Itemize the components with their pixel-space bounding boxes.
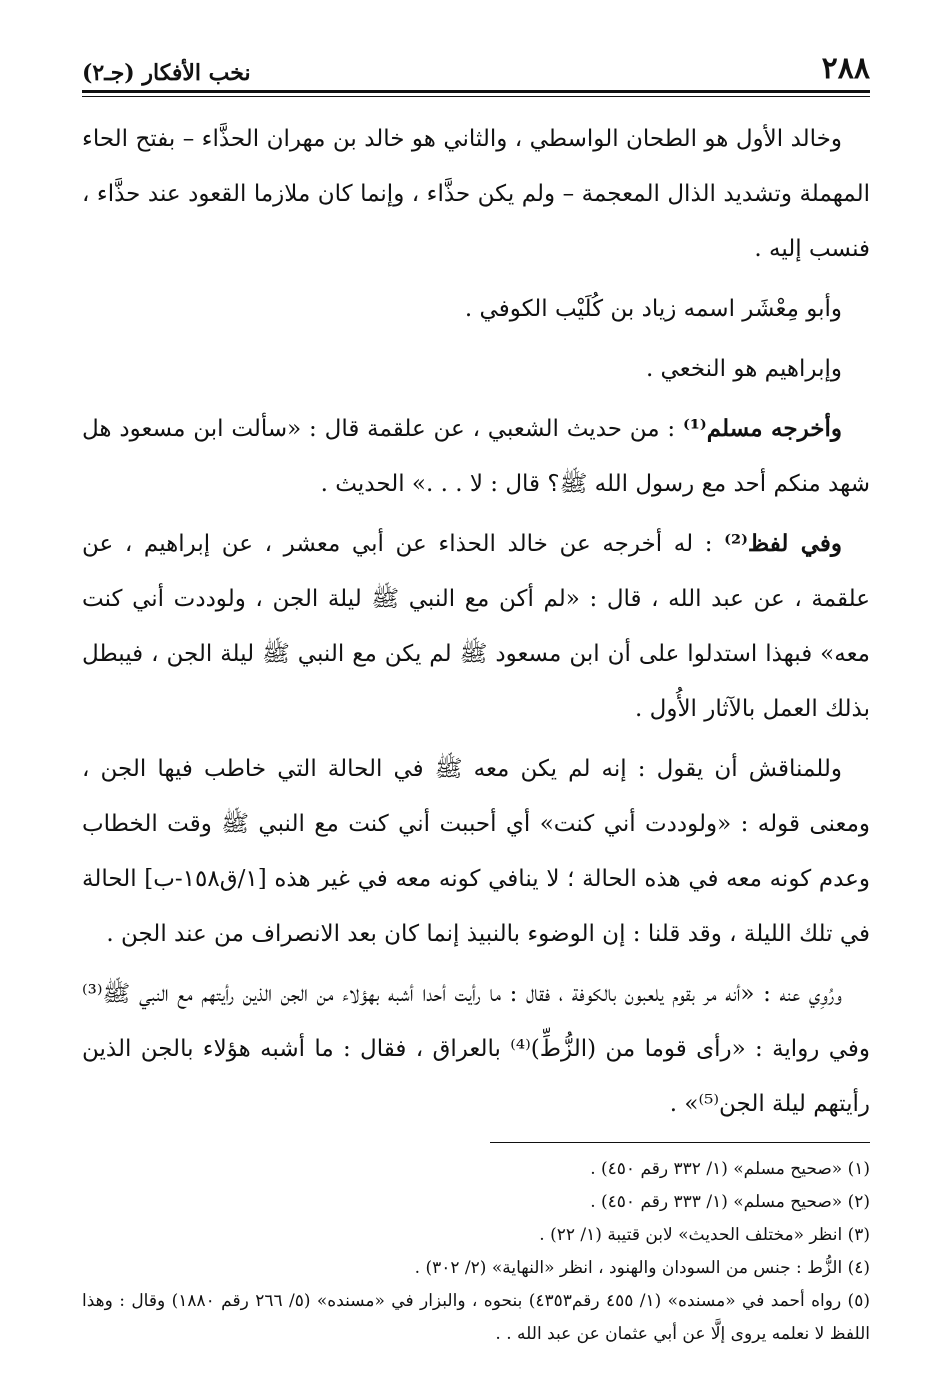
paragraph-lead: وفي لفظ⁽²⁾ (724, 530, 842, 557)
header-rule-thin (82, 96, 870, 97)
paragraph: وأبو مِعْشَر اسمه زياد بن كُلَيْب الكوفي . (464, 296, 842, 322)
paragraph: وخالد الأول هو الطحان الواسطي ، والثاني هو خالد بن مهران الحذَّاء – بفتح الحاء المهملة وتشديد الذال المعجمة – ولم يكن حذَّاء ، وإنما كان ملازما القعود عند حذَّاء ، فنسب إليه . (82, 126, 870, 262)
paragraph: وأخرجه مسلم⁽¹⁾ : من حديث الشعبي ، عن علقمة قال : «سألت ابن مسعود هل شهد منكم أحد مع رسول الله ﷺ؟ قال : لا . . .» الحديث . (82, 415, 870, 497)
footnote: (٥) رواه أحمد في «مسنده» (١/ ٤٥٥ رقم٤٣٥٣) بنحوه ، والبزار في «مسنده» (٥/ ٢٦٦ رقم ١٨٨٠) وقال : وهذا اللفظ لا نعلمه يروى إلَّا عن أبي عثمان عن عبد الله . . (82, 1291, 870, 1344)
body-text (82, 111, 870, 1132)
footnote: (٢) «صحيح مسلم» (١/ ٣٣٣ رقم ٤٥٠) . (590, 1192, 870, 1212)
running-title: نخب الأفكار (جـ٢) (82, 60, 251, 86)
footnote: (١) «صحيح مسلم» (١/ ٣٣٢ رقم ٤٥٠) . (590, 1159, 870, 1179)
paragraph: ورُوِي عنه : «أنه مر بقوم يلعبون بالكوفة ، فقال : ما رأيت أحدا أشبه بهؤلاء من الجن الذين رأيتهم مع النبي ﷺ⁽³⁾ وفي رواية : «رأى قوما من (الزُّطِّ)⁽⁴⁾ بالعراق ، فقال : ما أشبه هؤلاء بالجن الذين رأيتهم ليلة الجن⁽⁵⁾» . (82, 981, 871, 1117)
footnote-separator (490, 1142, 870, 1143)
paragraph-lead: وأخرجه مسلم⁽¹⁾ (682, 415, 842, 442)
page-header (82, 42, 870, 84)
paragraph: وفي لفظ⁽²⁾ : له أخرجه عن خالد الحذاء عن أبي معشر ، عن إبراهيم ، عن علقمة ، عن عبد الله ، قال : «لم أكن مع النبي ﷺ ليلة الجن ، ولوددت أني كنت معه» فبهذا استدلوا على أن ابن مسعود ﷺ لم يكن مع النبي ﷺ ليلة الجن ، فيبطل بذلك العمل بالآثار الأُول . (82, 530, 870, 722)
footnote: (٣) انظر «مختلف الحديث» لابن قتيبة (١/ ٢٢) . (539, 1225, 870, 1245)
paragraph: وللمناقش أن يقول : إنه لم يكن معه ﷺ في الحالة التي خاطب فيها الجن ، ومعنى قوله : «ولوددت أني كنت» أي أحببت أني كنت مع النبي ﷺ وقت الخطاب وعدم كونه معه في هذه الحالة ؛ لا ينافي كونه معه في غير هذه [١/ق١٥٨-ب] الحالة في تلك الليلة ، وقد قلنا : إن الوضوء بالنبيذ إنما كان بعد الانصراف من عند الجن . (82, 756, 870, 947)
footnote: (٤) الزُّط : جنس من السودان والهنود ، انظر «النهاية» (٢/ ٣٠٢) . (414, 1258, 870, 1278)
footnotes (82, 1153, 870, 1351)
page (82, 42, 870, 1351)
page-number: ٢٨٨ (821, 51, 870, 86)
header-rule (82, 90, 870, 93)
paragraph: وإبراهيم هو النخعي . (645, 356, 842, 382)
